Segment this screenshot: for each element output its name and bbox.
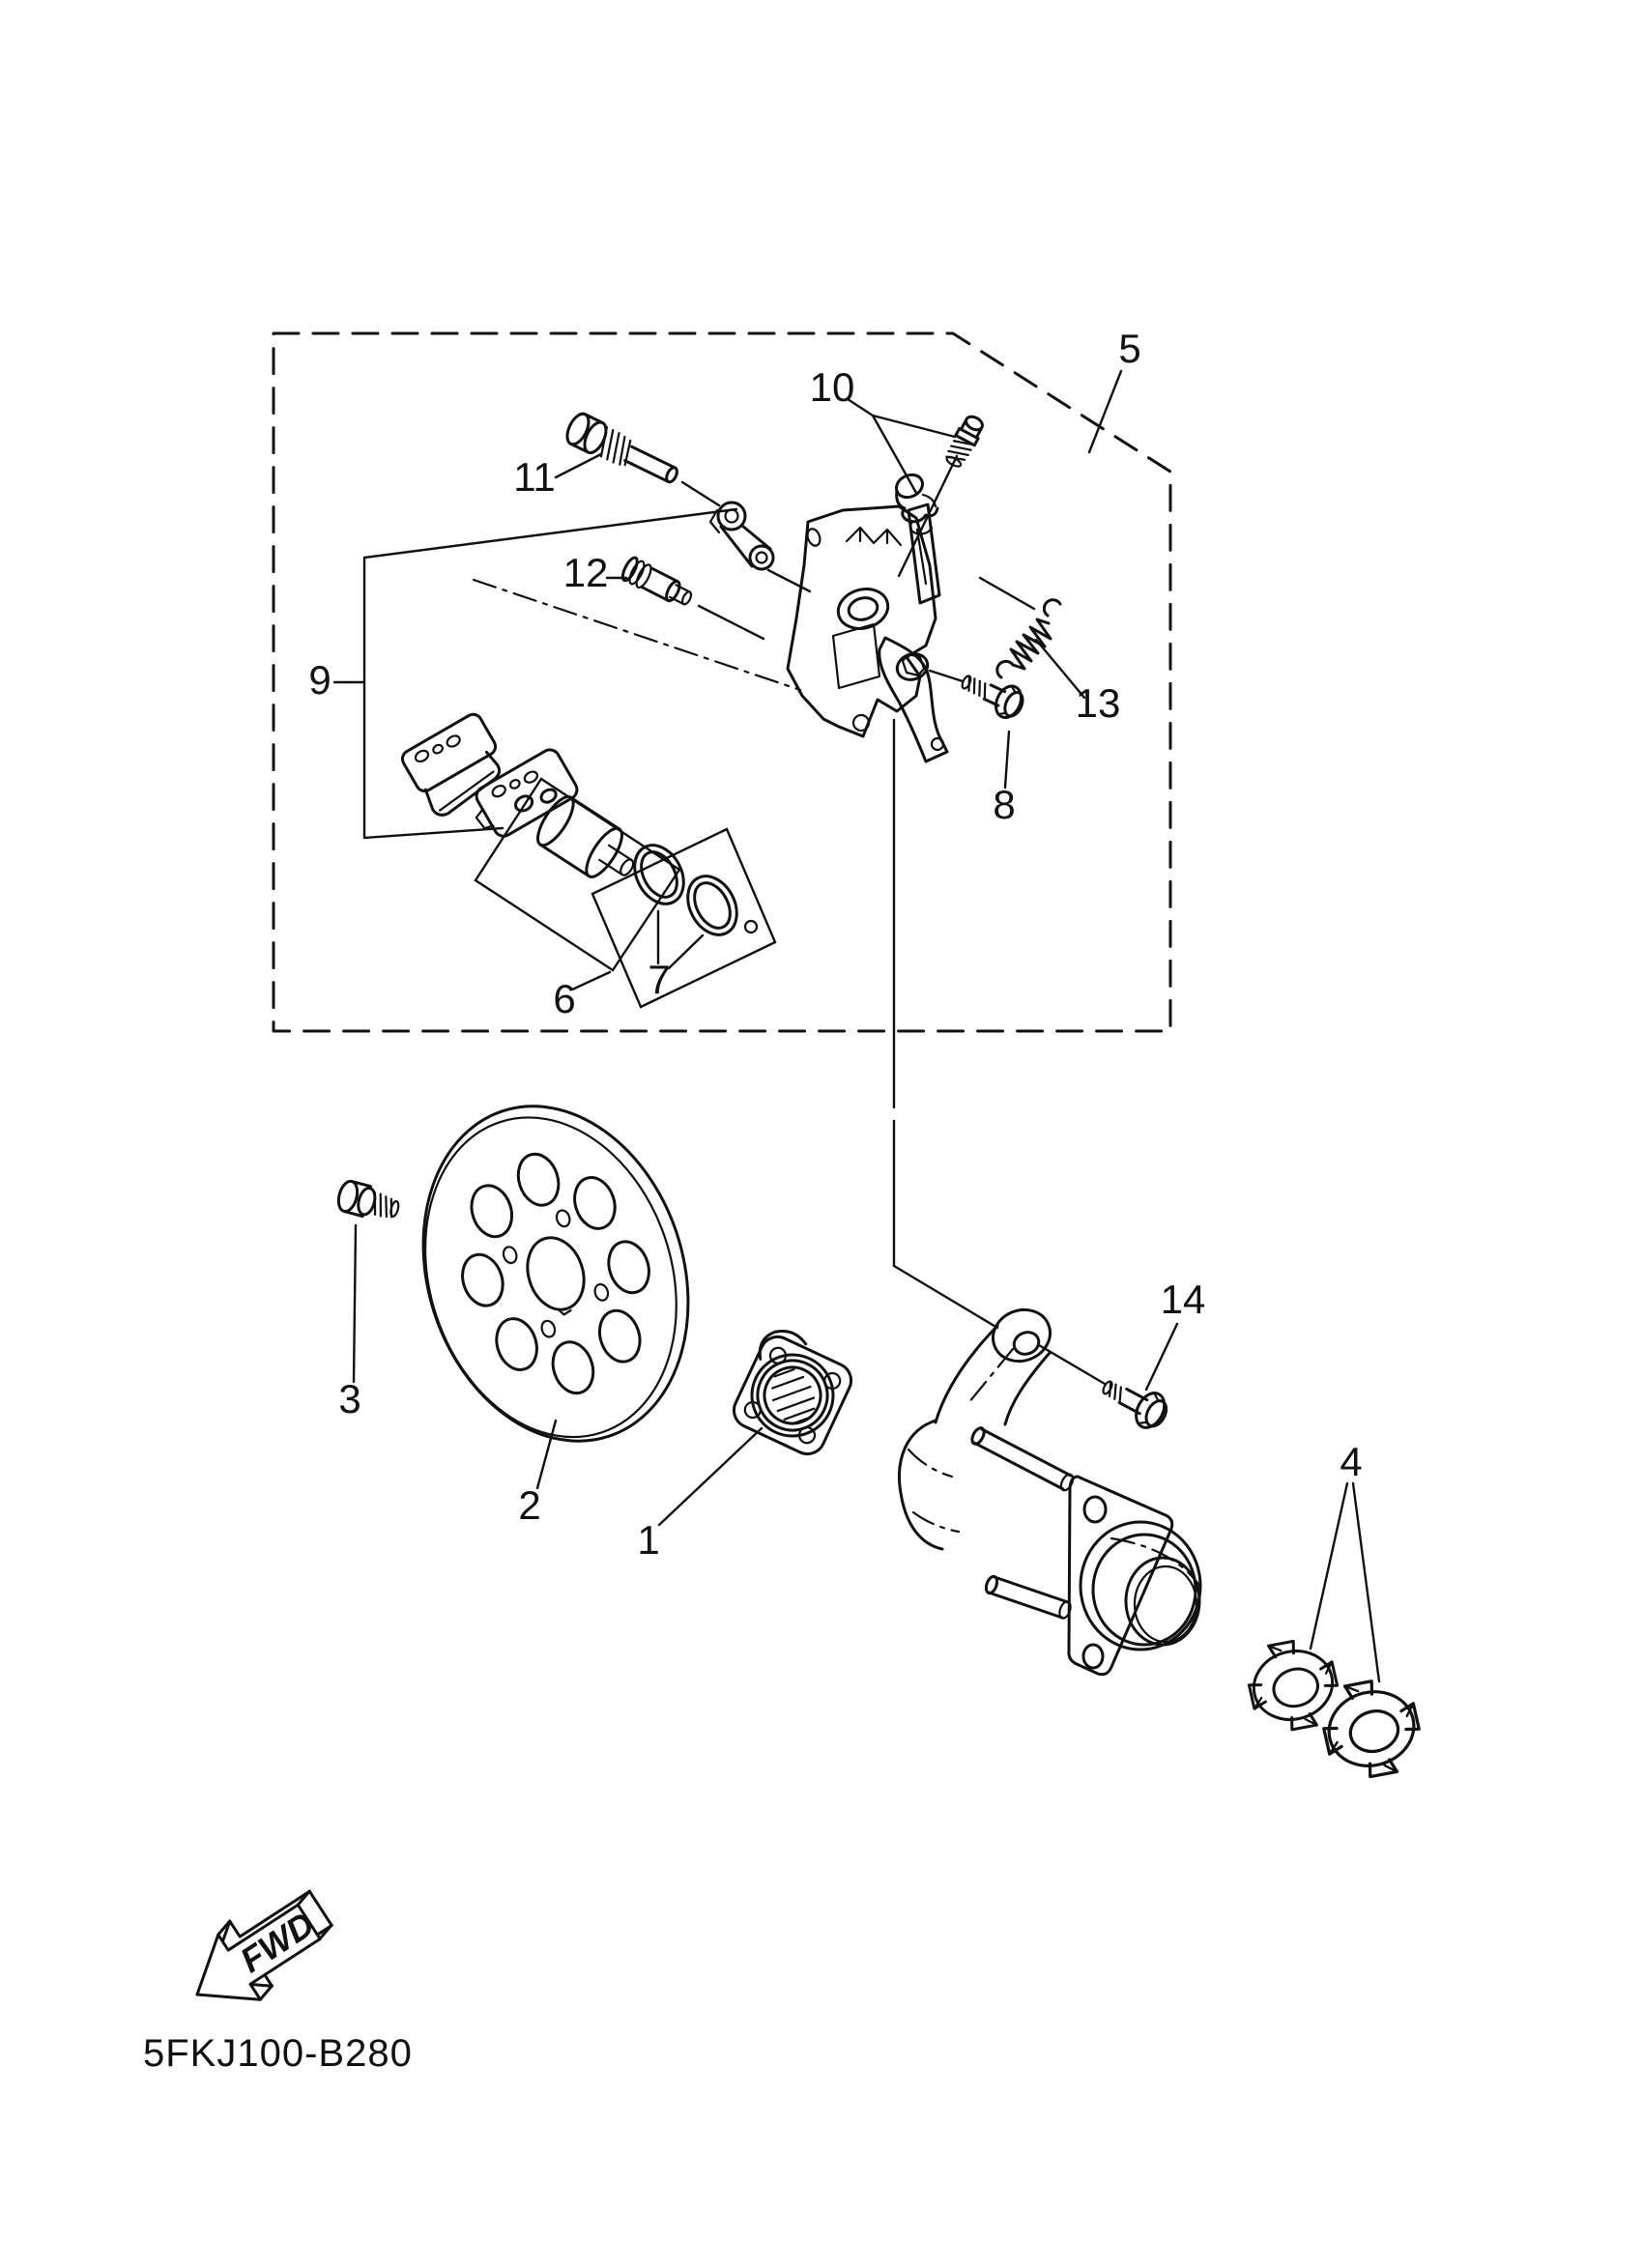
callout-4: 4 — [1340, 1439, 1363, 1484]
callout-2: 2 — [518, 1482, 541, 1528]
callout-9: 9 — [308, 657, 331, 703]
disc-bolt — [335, 1179, 402, 1224]
callout-6: 6 — [553, 976, 576, 1021]
pad-pin-bolt — [562, 411, 682, 492]
callout-12: 12 — [562, 550, 609, 595]
callout-13: 13 — [1075, 680, 1121, 726]
fwd-stamp — [176, 1876, 341, 2026]
part-code: 5FKJ100-B280 — [143, 2032, 413, 2075]
brake-disc — [382, 1072, 730, 1476]
pad-pin-link — [710, 502, 773, 569]
callout-5: 5 — [1118, 326, 1141, 371]
brake-pads — [399, 711, 580, 845]
caliper-bracket — [900, 1302, 1201, 1675]
callout-8: 8 — [993, 782, 1016, 827]
callout-7: 7 — [648, 957, 671, 1002]
brake-caliper — [788, 504, 947, 761]
seal-dot — [745, 921, 757, 933]
lever-bolt — [957, 666, 1028, 722]
leader-lines — [334, 371, 1379, 1681]
callout-3: 3 — [338, 1376, 361, 1421]
caliper-piston — [532, 791, 647, 893]
return-spring — [997, 600, 1060, 677]
callout-10: 10 — [809, 364, 855, 410]
slide-bushing — [620, 556, 695, 611]
callout-11: 11 — [513, 454, 556, 500]
wheel-hub — [727, 1323, 860, 1459]
mount-bolt — [1096, 1370, 1172, 1434]
callout-1: 1 — [637, 1517, 660, 1563]
callout-14: 14 — [1160, 1277, 1206, 1322]
bleed-screw — [943, 414, 987, 470]
fwd-label: FWD — [233, 1904, 322, 1981]
